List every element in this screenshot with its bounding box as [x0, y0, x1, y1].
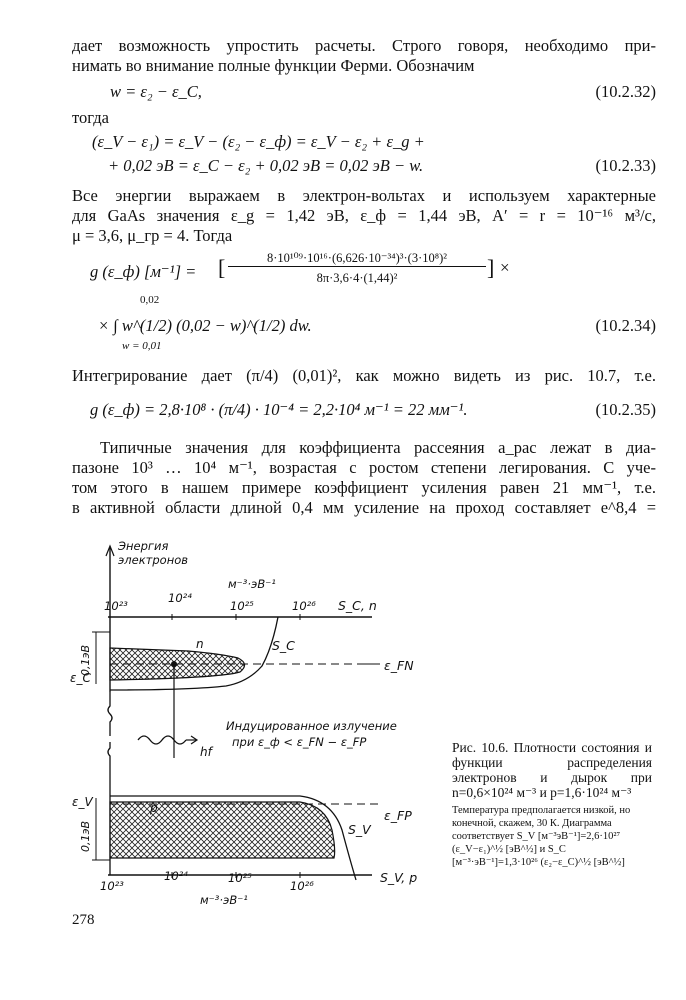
label-0.1ev-top: 0,1эВ: [79, 644, 92, 676]
hole-distribution-area: [110, 802, 335, 858]
equation: (ε_V − ε₁) = ε_V − (ε₂ − ε_ф) = ε_V − ε₂ + ε_g +: [92, 132, 425, 151]
caption-title: Рис. 10.6. Плотности состояния и функции распределения электронов и дырок при n=0,6×10²⁴ м⁻³ и p=1,6·10²⁴ м⁻³: [452, 740, 652, 800]
y-axis-label: Энергия: [118, 539, 169, 553]
bottom-axis-label: S_V, p: [380, 870, 418, 885]
text-line: в активной области длиной 0,4 мм усиление на проход составляет e^8,4 =: [72, 498, 656, 517]
tick-label: 10²³: [104, 599, 128, 613]
bracket-right: ]: [487, 255, 495, 280]
integral-lower-limit: w = 0,01: [122, 340, 162, 352]
label-n: n: [196, 637, 204, 651]
figure-caption: [452, 740, 652, 869]
text-line: пазоне 10³ … 10⁴ м⁻¹, возрастая с ростом степени легирования. С уче-: [72, 458, 656, 477]
text-line: тогда: [72, 108, 109, 127]
page-number: 278: [72, 912, 95, 928]
induced-emission-label: Индуцированное излучение: [226, 719, 397, 733]
label-ec: ε_C: [70, 671, 91, 685]
integral-upper-limit: 0,02: [140, 294, 160, 306]
tick-label: 10²⁴: [168, 591, 192, 605]
tick-label: 10²⁶: [290, 879, 314, 893]
equation-number: (10.2.33): [595, 156, 656, 175]
text-line: Интегрирование дает (π/4) (0,01)², как можно видеть из рис. 10.7, т.е.: [72, 366, 656, 385]
tick-label: 10²³: [100, 879, 124, 893]
equation: g (ε_ф) = 2,8·10⁸ · (π/4) · 10⁻⁴ = 2,2·10⁴ м⁻¹ = 22 мм⁻¹.: [90, 400, 468, 419]
fraction-numerator: 8·10¹⁰⁹·10¹⁶·(6,626·10⁻³⁴)³·(3·10⁸)²: [228, 250, 486, 267]
top-axis-label: S_C, n: [338, 598, 377, 613]
equation: × ∫ w^(1/2) (0,02 − w)^(1/2) dw.: [98, 316, 312, 335]
photon-wave: [138, 736, 186, 744]
label-hf: hf: [200, 745, 212, 759]
text-line: нимать во внимание полные функции Ферми. Обозначим: [72, 56, 475, 75]
times-sign: ×: [500, 258, 510, 277]
top-unit-label: м⁻³·эВ⁻¹: [228, 577, 276, 591]
text-line: Все энергии выражаем в электрон-вольтах и используем характерные: [72, 186, 656, 205]
label-sv: S_V: [348, 822, 371, 837]
label-ev: ε_V: [72, 795, 93, 809]
equation-number: (10.2.34): [595, 316, 656, 335]
label-efn: ε_FN: [384, 658, 414, 673]
label-0.1ev-bottom: 0,1эВ: [79, 820, 92, 852]
tick-label: 10²⁵: [228, 871, 252, 885]
text-line: Типичные значения для коэффициента рассеяния a_рас лежат в диа-: [100, 438, 656, 457]
axis-break: [108, 692, 112, 736]
bracket-left: [: [218, 255, 226, 280]
text-line: дает возможность упростить расчеты. Строго говоря, необходимо при-: [72, 36, 656, 55]
band-diagram-figure: [0, 530, 450, 910]
label-p: p: [150, 801, 158, 815]
fraction-denominator: 8π·3,6·4·(1,44)²: [316, 271, 398, 285]
induced-emission-condition: при ε_ф < ε_FN − ε_FP: [232, 735, 367, 749]
text-line: том этого в нашем примере коэффициент усиления равен 21 мм⁻¹, т.е.: [72, 478, 656, 497]
electron-dot: [171, 661, 177, 667]
bottom-unit-label: м⁻³·эВ⁻¹: [200, 893, 248, 907]
label-efp: ε_FP: [384, 808, 412, 823]
equation-number: (10.2.35): [595, 400, 656, 419]
tick-label: 10²⁶: [292, 599, 316, 613]
label-sc: S_C: [272, 638, 295, 653]
text-line: μ = 3,6, μ_гр = 4. Тогда: [72, 226, 233, 245]
tick-label: 10²⁵: [230, 599, 254, 613]
tick-label: 10²⁴: [164, 869, 188, 883]
equation: g (ε_ф) [м⁻¹] =: [90, 262, 197, 281]
equation: + 0,02 эВ = ε_C − ε₂ + 0,02 эВ = 0,02 эВ − w.: [108, 156, 424, 175]
equation: w = ε₂ − ε_C,: [110, 82, 202, 101]
caption-note: Температура предполагается низкой, но конечной, скажем, 30 К. Диаграмма соответствует S_V [м⁻³эВ⁻¹]=2,6·10²⁷ (ε_V−ε₁)^½ [эВ^½] и S_C [м⁻³·эВ⁻¹]=1,3·10²⁶ (ε₂−ε_C)^½ [эВ^½]: [452, 805, 631, 868]
equation-number: (10.2.32): [595, 82, 656, 101]
text-line: для GaAs значения ε_g = 1,42 эВ, ε_ф = 1,44 эВ, A′ = r = 10⁻¹⁶ м³/с,: [72, 206, 656, 225]
y-axis-label: электронов: [118, 553, 189, 567]
